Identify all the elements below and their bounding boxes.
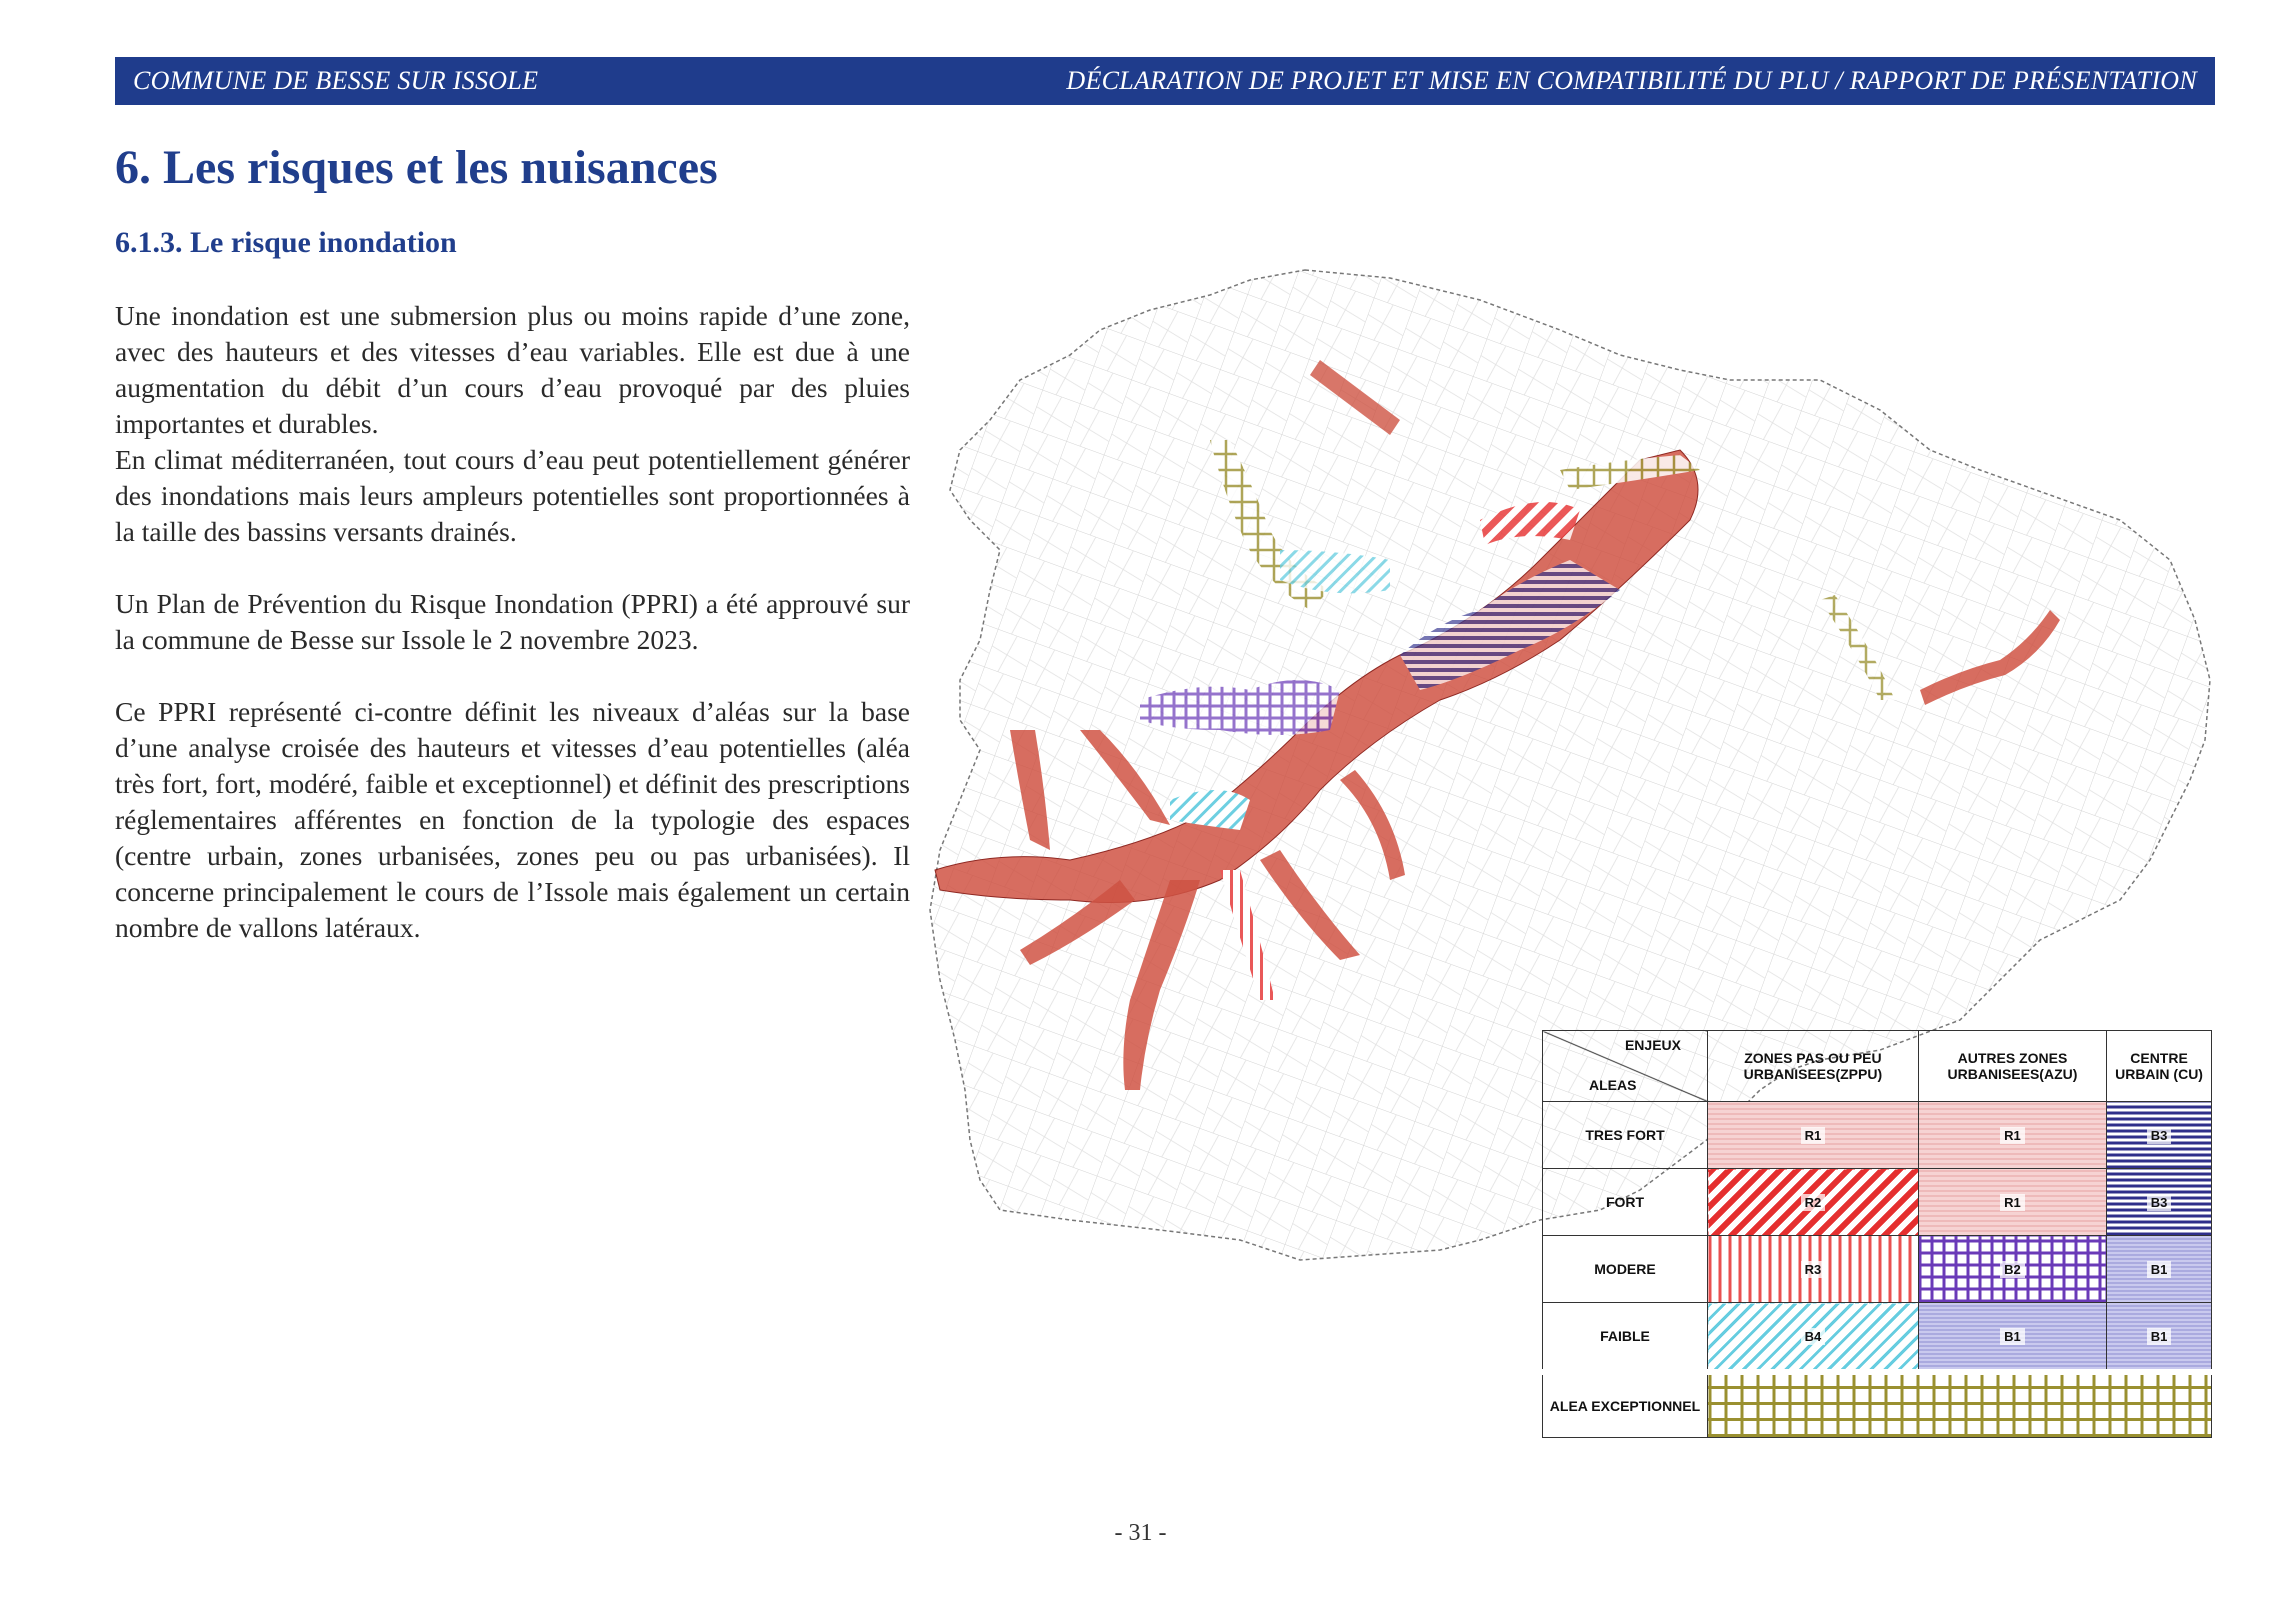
zone-code: R1 xyxy=(1801,1127,1826,1144)
header-commune: COMMUNE DE BESSE SUR ISSOLE xyxy=(133,66,539,95)
legend-cell xyxy=(1708,1102,1919,1169)
zone-code: B4 xyxy=(1801,1328,1826,1345)
legend-row-exceptionnel: ALEA EXCEPTIONNEL xyxy=(1543,1372,1708,1438)
zone-code: B1 xyxy=(2000,1328,2025,1345)
zone-code: B3 xyxy=(2147,1127,2172,1144)
legend-cell xyxy=(2107,1236,2212,1303)
legend-cell xyxy=(1708,1169,1919,1236)
page-number: - 31 - xyxy=(1114,1520,1167,1546)
ppri-zoning-legend xyxy=(1542,1030,2212,1438)
legend-cell xyxy=(1918,1236,2106,1303)
legend-row-modere: MODERE xyxy=(1543,1236,1708,1303)
legend-aleas-label: ALEAS xyxy=(1589,1077,1637,1093)
zone-code: R1 xyxy=(2000,1194,2025,1211)
legend-column-zppu: ZONES PAS OU PEU URBANISEES(ZPPU) xyxy=(1708,1031,1919,1102)
legend-cell xyxy=(1918,1102,2106,1169)
legend-cell xyxy=(2107,1102,2212,1169)
zone-code: R2 xyxy=(1801,1194,1826,1211)
zone-code: B2 xyxy=(2000,1261,2025,1278)
legend-corner-cell xyxy=(1543,1031,1708,1102)
legend-cell xyxy=(1708,1236,1919,1303)
paragraph-ppri-approval: Un Plan de Prévention du Risque Inondation (PPRI) a été approuvé sur la commune de Besse sur Issole le 2 novembre 2023. xyxy=(115,588,910,655)
page-header xyxy=(115,57,2215,105)
zone-code: B1 xyxy=(2147,1261,2172,1278)
paragraph-climate: En climat méditerranéen, tout cours d’eau peut potentiellement générer des inondations mais leurs ampleurs potentielles sont proportionnées à la taille des bassins versants drainés. xyxy=(115,444,910,547)
legend-cell xyxy=(2107,1169,2212,1236)
section-title: 6. Les risques et les nuisances xyxy=(115,141,718,194)
header-document-title: DÉCLARATION DE PROJET ET MISE EN COMPATIBILITÉ DU PLU / RAPPORT DE PRÉSENTATION xyxy=(1066,66,2197,95)
legend-cell xyxy=(1918,1303,2106,1373)
legend-cell xyxy=(1918,1169,2106,1236)
legend-row-tres-fort: TRES FORT xyxy=(1543,1102,1708,1169)
legend-cell-exceptionnel xyxy=(1708,1372,2212,1438)
zone-code: B1 xyxy=(2147,1328,2172,1345)
body-text xyxy=(115,298,910,982)
legend-column-azu: AUTRES ZONES URBANISEES(AZU) xyxy=(1918,1031,2106,1102)
legend-column-cu: CENTRE URBAIN (CU) xyxy=(2107,1031,2212,1102)
paragraph-ppri-description: Ce PPRI représenté ci-contre définit les niveaux d’aléas sur la base d’une analyse croisée des hauteurs et vitesses d’eau potentielles (aléa très fort, fort, modéré, faible et exceptionnel) et définit des prescriptions réglementaires afférentes en fonction de la typologie des espaces (centre urbain, zones urbanisées, zones peu ou pas urbanisées). Il concerne principalement le cours de l’Issole mais également un certain nombre de vallons latéraux. xyxy=(115,696,910,943)
legend-row-faible: FAIBLE xyxy=(1543,1303,1708,1373)
zone-code: R3 xyxy=(1801,1261,1826,1278)
legend-enjeux-label: ENJEUX xyxy=(1624,1037,1681,1053)
zone-code: R1 xyxy=(2000,1127,2025,1144)
zone-code: B3 xyxy=(2147,1194,2172,1211)
legend-cell xyxy=(2107,1303,2212,1373)
legend-row-fort: FORT xyxy=(1543,1169,1708,1236)
legend-cell xyxy=(1708,1303,1919,1373)
subsection-title: 6.1.3. Le risque inondation xyxy=(115,226,457,259)
paragraph-definition: Une inondation est une submersion plus ou moins rapide d’une zone, avec des hauteurs et des vitesses d’eau variables. Elle est due à une augmentation du débit d’un cours d’eau provoqué par des pluies importantes et durables. xyxy=(115,300,910,439)
